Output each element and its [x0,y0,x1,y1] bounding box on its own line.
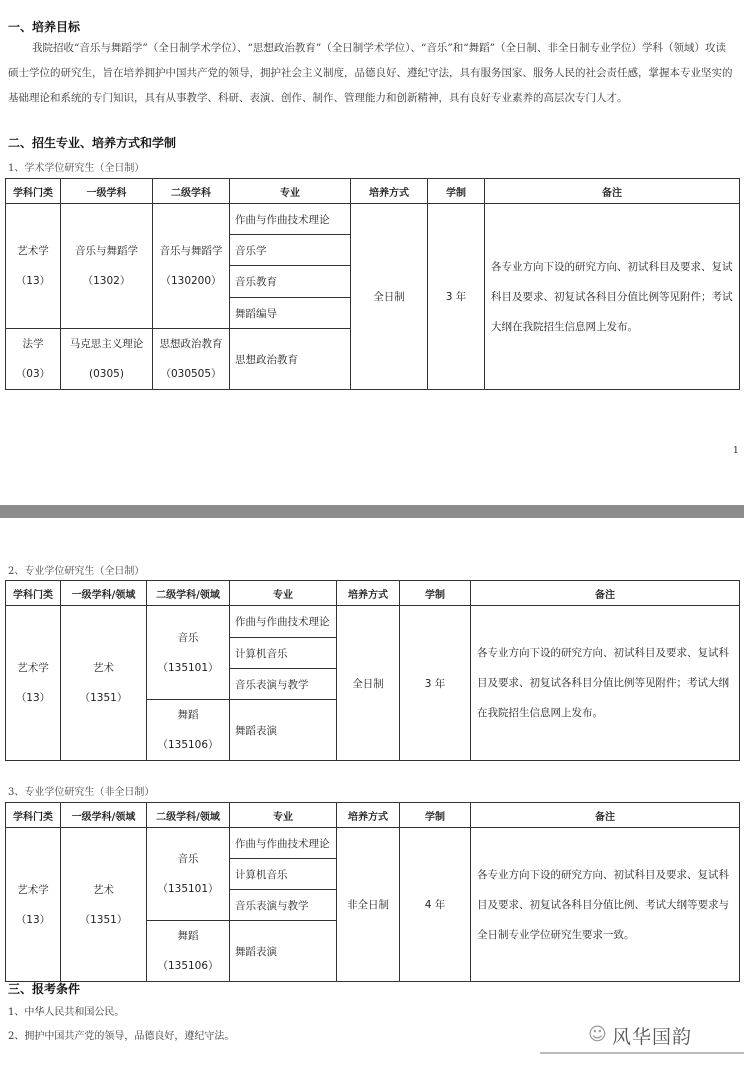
major-cell: 舞蹈表演 [230,700,337,761]
major-cell: 舞蹈表演 [230,921,337,982]
page-break [0,505,744,518]
major-cell: 计算机音乐 [230,859,337,890]
first-level-cell: 音乐与舞蹈学 （1302） [61,204,153,329]
second-level-cell: 音乐与舞蹈学 （130200） [153,204,230,329]
table-caption: 2、专业学位研究生（全日制） [8,566,145,577]
note-cell: 各专业方向下设的研究方向、初试科目及要求、复试科目及要求、初复试各科目分值比例、考试大纲等要求与全日制专业学位研究生要求一致。 [471,828,740,982]
table-caption: 1、学术学位研究生（全日制） [8,163,145,174]
academic-degree-table [5,178,740,390]
table-caption: 3、专业学位研究生（非全日制） [8,787,155,798]
header-cell: 学制 [400,581,471,606]
header-cell: 培养方式 [351,179,428,204]
professional-parttime-table [5,802,740,982]
divider [540,1052,744,1054]
header-cell: 专业 [230,581,337,606]
header-cell: 备注 [485,179,740,204]
professional-fulltime-table [5,580,740,761]
first-level-cell: 艺术 （1351） [61,606,147,761]
major-cell: 作曲与作曲技术理论 [230,606,337,638]
years-cell: 4 年 [400,828,471,982]
paragraph: 我院招收“音乐与舞蹈学”（全日制学术学位）、“思想政治教育”（全日制学术学位）、“音乐”和“舞蹈”（全日制、非全日制专业学位）学科（领域）攻读硕士学位的研究生，旨在培养拥护中国共产党的领导，拥护社会主义制度，品德良好、遵纪守法，具有服务国家、服务人民的社会责任感，掌握本专业坚实的基础理论和系统的专门知识，具有从事教学、科研、表演、创作、制作、管理能力和创新精神，具有良好专业素养的高层次专门人才。 [8,42,733,104]
category-cell: 艺术学 （13） [6,606,61,761]
years-cell: 3 年 [400,606,471,761]
second-level-cell: 思想政治教育 （030505） [153,329,230,390]
list-item: 2、拥护中国共产党的领导，品德良好，遵纪守法。 [8,1031,235,1042]
second-level-cell: 舞蹈 （135106） [147,700,230,761]
years-cell: 3 年 [428,204,485,390]
section-title: 二、招生专业、培养方式和学制 [8,136,177,150]
section-title: 三、报考条件 [8,982,81,996]
header-cell: 学科门类 [6,179,61,204]
header-cell: 二级学科 [153,179,230,204]
major-cell: 音乐教育 [230,266,351,298]
header-cell: 一级学科 [61,179,153,204]
watermark: 风华国韵 [612,1026,693,1048]
section-title: 一、培养目标 [8,20,81,34]
header-cell: 一级学科/领域 [61,581,147,606]
header-cell: 学制 [400,803,471,828]
category-cell: 艺术学 （13） [6,204,61,329]
second-level-cell: 舞蹈 （135106） [147,921,230,982]
mode-cell: 全日制 [337,606,400,761]
header-cell: 学制 [428,179,485,204]
wechat-icon: ☺ [588,1024,607,1045]
major-cell: 音乐学 [230,235,351,266]
second-level-cell: 音乐 （135101） [147,606,230,700]
major-cell: 音乐表演与教学 [230,669,337,700]
first-level-cell: 艺术 （1351） [61,828,147,982]
page-number: 1 [733,446,739,456]
header-cell: 专业 [230,803,337,828]
list-item: 1、中华人民共和国公民。 [8,1007,125,1018]
note-cell: 各专业方向下设的研究方向、初试科目及要求、复试科目及要求、初复试各科目分值比例等见附件；考试大纲在我院招生信息网上发布。 [471,606,740,761]
mode-cell: 非全日制 [337,828,400,982]
header-cell: 备注 [471,581,740,606]
major-cell: 思想政治教育 [230,329,351,390]
header-cell: 二级学科/领域 [147,581,230,606]
header-cell: 备注 [471,803,740,828]
second-level-cell: 音乐 （135101） [147,828,230,921]
major-cell: 计算机音乐 [230,638,337,669]
category-cell: 艺术学 （13） [6,828,61,982]
major-cell: 音乐表演与教学 [230,890,337,921]
first-level-cell: 马克思主义理论 (0305) [61,329,153,390]
note-cell: 各专业方向下设的研究方向、初试科目及要求、复试科目及要求、初复试各科目分值比例等见附件；考试大纲在我院招生信息网上发布。 [485,204,740,390]
header-cell: 学科门类 [6,581,61,606]
header-cell: 培养方式 [337,581,400,606]
header-cell: 培养方式 [337,803,400,828]
header-cell: 专业 [230,179,351,204]
category-cell: 法学 （03） [6,329,61,390]
mode-cell: 全日制 [351,204,428,390]
header-cell: 一级学科/领域 [61,803,147,828]
header-cell: 二级学科/领域 [147,803,230,828]
major-cell: 舞蹈编导 [230,298,351,329]
major-cell: 作曲与作曲技术理论 [230,204,351,235]
header-cell: 学科门类 [6,803,61,828]
major-cell: 作曲与作曲技术理论 [230,828,337,859]
